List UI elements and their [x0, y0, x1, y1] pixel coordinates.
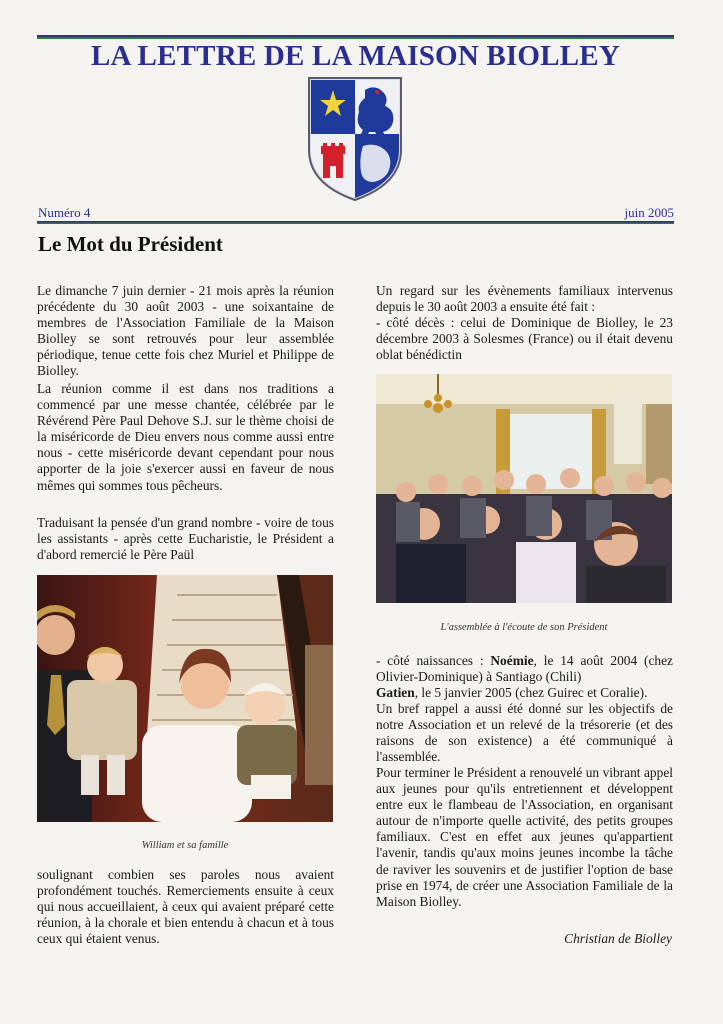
- left-paragraph-2: La réunion comme il est dans nos traditions a commencé par une messe chantée, célébrée par le Révérend Père Paul Dehove S.J. sur le thème choisi de la miséricorde de Dieu envers nous comme aussi entre nous - cette miséricorde devant cependant pour nous apporter de la joie s'exercer aussi en faveur de nous mêmes qui sommes tous pêcheurs.: [37, 381, 334, 493]
- assembly-photo: [376, 374, 672, 603]
- left-paragraph-3: Traduisant la pensée d'un grand nombre - voire de tous les assistants - après cette Eucharistie, le Président a d'abord remercié le Père Paül: [37, 515, 334, 563]
- right-paragraph-2: - côté décès : celui de Dominique de Biolley, le 23 décembre 2003 à Solesmes (France) ou il était devenu oblat bénédictin: [376, 315, 673, 363]
- births-detail-1: , le 14 août 2004 (chez Olivier-Dominique) à Santiago (Chili): [376, 653, 673, 685]
- meta-rule: [37, 221, 674, 224]
- right-paragraph-1: Un regard sur les évènements familiaux intervenus depuis le 30 août 2003 a ensuite été fait :: [376, 283, 673, 315]
- births-detail-2: , le 5 janvier 2005 (chez Guirec et Coralie).: [414, 685, 648, 701]
- coat-of-arms-icon: [307, 76, 403, 202]
- births-prefix: - côté naissances :: [376, 653, 491, 668]
- left-paragraph-4: soulignant combien ses paroles nous avaient profondément touchés. Remerciements ensuite à ceux qui nous accueillaient, à ceux qui avaient préparé cette réunion, à la chorale et bien entendu à chacun et à tous ceux qui étaient venus.: [37, 867, 334, 947]
- masthead-title: LA LETTRE DE LA MAISON BIOLLEY: [91, 40, 620, 72]
- family-photo: [37, 575, 333, 822]
- caption-assembly: L'assemblée à l'écoute de son Président: [440, 622, 608, 633]
- signature: Christian de Biolley: [564, 931, 672, 946]
- issue-number: Numéro 4: [38, 205, 91, 220]
- article-title: Le Mot du Président: [38, 232, 223, 256]
- right-paragraph-3: [376, 653, 673, 701]
- right-paragraph-5: Pour terminer le Président a renouvelé un vibrant appel aux jeunes pour qu'ils entretiennent et développent entre eux le flambeau de l'Association, en organisant autour de n'importe quelle activité, des petits groupes familiaux. C'est en effet aux jeunes qu'appartient l'avenir, tandis qu'aux moins jeunes incombe la tâche de raviver les souvenirs et de justifier l'option de base prise en 1974, de créer une Association Familiale de la Maison Biolley.: [376, 765, 673, 909]
- issue-date: juin 2005: [624, 205, 674, 220]
- right-paragraph-4: Un bref rappel a aussi été donné sur les objectifs de notre Association et un relevé de la trésorerie (et des raisons de son existence) a été communiqué à l'assemblée.: [376, 701, 673, 765]
- caption-family: William et sa famille: [141, 840, 229, 851]
- left-paragraph-1: Le dimanche 7 juin dernier - 21 mois après la réunion précédente du 30 août 2003 - une soixantaine de membres de l'Association Familiale de la Maison Biolley se sont retrouvés pour leur assemblée périodique, tenue cette fois chez Muriel et Philippe de Biolley.: [37, 283, 334, 379]
- birth-name-noemie: Noémie: [490, 653, 534, 668]
- birth-name-gatien: Gatien: [376, 685, 415, 701]
- top-rule: [37, 35, 674, 39]
